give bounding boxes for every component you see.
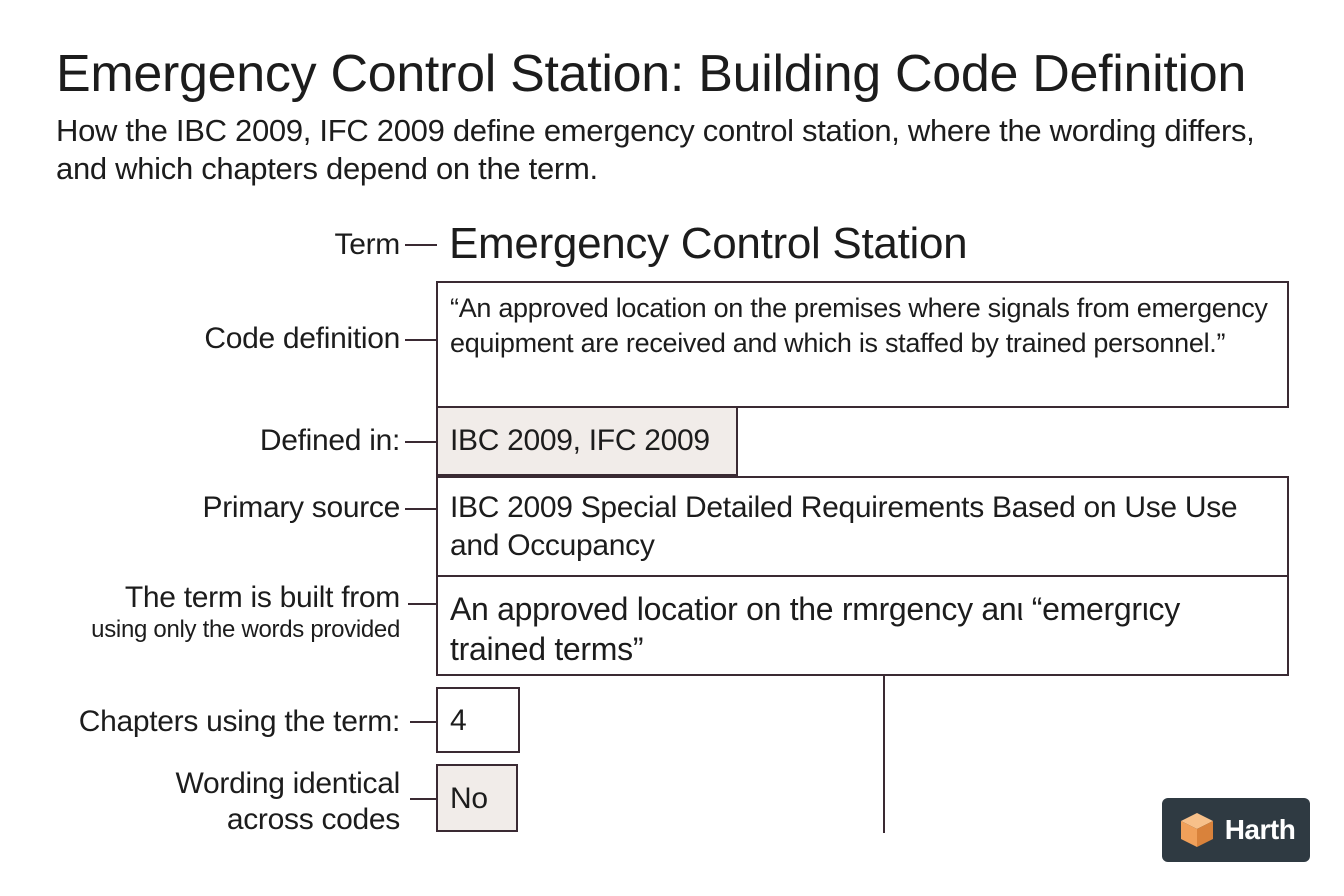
identical-label-line1: Wording identical xyxy=(175,767,400,800)
term-label: Term xyxy=(334,228,400,261)
definition-label: Code definition xyxy=(204,322,400,355)
chapters-connector xyxy=(410,721,437,723)
built-from-box: An approved locatior on the rmrgency anι “emergrιcy trained terms” xyxy=(436,575,1289,676)
identical-box: No xyxy=(436,764,518,832)
defined-in-box: IBC 2009, IFC 2009 xyxy=(436,406,738,476)
primary-source-label: Primary source xyxy=(202,491,400,524)
page-subtitle: How the IBC 2009, IFC 2009 define emergency control station, where the wording differs, and which chapters depend on the term. xyxy=(56,113,1255,186)
term-connector xyxy=(405,244,437,246)
page-title: Emergency Control Station: Building Code Definition xyxy=(56,45,1247,103)
defined-in-label: Defined in: xyxy=(259,424,400,457)
harth-logo-badge xyxy=(1162,798,1310,862)
chapters-label: Chapters using the term: xyxy=(78,705,400,738)
identical-label-line2: across codes xyxy=(226,803,400,836)
defined-in-connector xyxy=(405,441,437,443)
identical-connector xyxy=(410,798,437,800)
vertical-connector xyxy=(883,676,885,833)
definition-box: “An approved location on the premises where signals from emergency equipment are received and which is staffed by trained personnel.” xyxy=(436,281,1289,408)
identical-label xyxy=(176,766,400,838)
chapters-box: 4 xyxy=(436,687,520,753)
primary-source-connector xyxy=(405,508,437,510)
built-from-label xyxy=(91,580,400,644)
built-from-label-sub: using only the words provided xyxy=(91,616,400,643)
term-value: Emergency Control Station xyxy=(449,219,968,268)
primary-source-box: IBC 2009 Special Detailed Requirements Based on Use Use and Occupancy xyxy=(436,476,1289,577)
cube-logo-icon xyxy=(1177,810,1217,850)
built-from-label-main: The term is built from xyxy=(124,581,400,614)
definition-connector xyxy=(405,339,437,341)
built-from-connector xyxy=(408,603,437,605)
logo-text: Harth xyxy=(1224,814,1296,845)
